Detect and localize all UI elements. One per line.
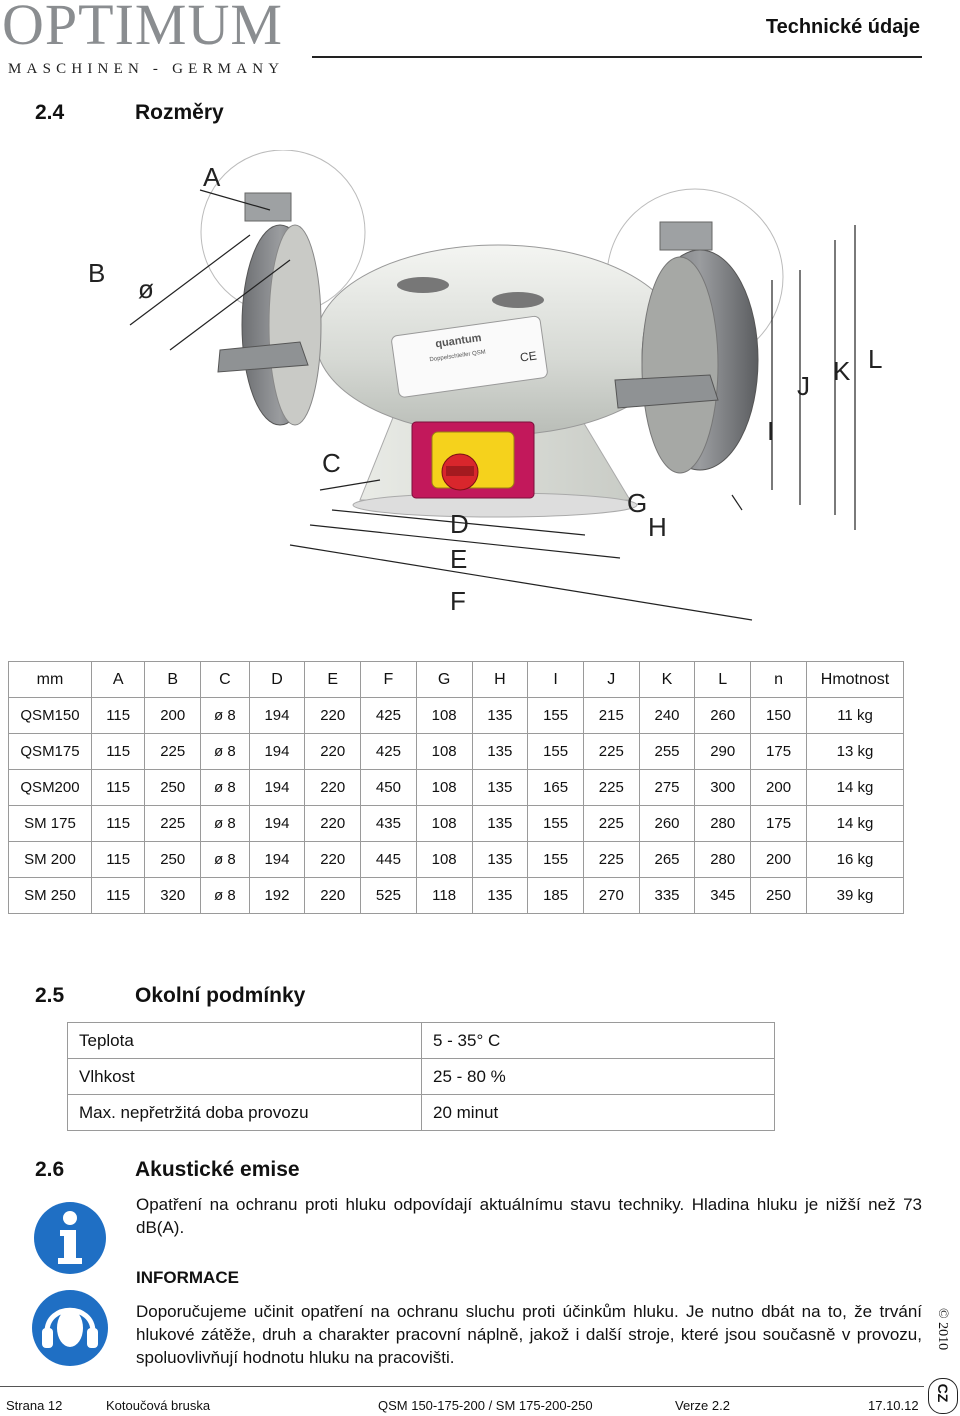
table-cell: 194 — [249, 698, 305, 734]
env-label: Max. nepřetržitá doba provozu — [68, 1095, 422, 1131]
column-header: J — [583, 662, 639, 698]
table-row — [9, 770, 904, 806]
table-cell: 39 kg — [807, 878, 904, 914]
svg-text:G: G — [627, 488, 648, 518]
brand-logo: OPTIMUM — [2, 0, 283, 57]
table-cell: 300 — [695, 770, 751, 806]
table-cell: ø 8 — [201, 806, 250, 842]
table-cell: 155 — [528, 698, 584, 734]
table-cell: 115 — [92, 842, 145, 878]
table-cell: SM 250 — [9, 878, 92, 914]
table-cell: 435 — [361, 806, 417, 842]
svg-text:E: E — [450, 544, 468, 574]
table-cell: 265 — [639, 842, 695, 878]
table-cell: 270 — [583, 878, 639, 914]
table-cell: 240 — [639, 698, 695, 734]
env-value: 5 - 35° C — [422, 1023, 775, 1059]
table-cell: 108 — [416, 734, 472, 770]
table-cell: 220 — [305, 734, 361, 770]
table-cell: SM 175 — [9, 806, 92, 842]
table-cell: 320 — [145, 878, 201, 914]
table-cell: 255 — [639, 734, 695, 770]
svg-text:J: J — [797, 371, 810, 401]
column-header: C — [201, 662, 250, 698]
table-header-row — [9, 662, 904, 698]
table-cell: 115 — [92, 878, 145, 914]
svg-text:CE: CE — [519, 348, 538, 365]
table-cell: ø 8 — [201, 734, 250, 770]
svg-text:A: A — [203, 162, 221, 192]
table-cell: 108 — [416, 770, 472, 806]
section-heading-noise — [35, 1158, 435, 1186]
env-label: Vlhkost — [68, 1059, 422, 1095]
column-header: I — [528, 662, 584, 698]
table-cell: QSM150 — [9, 698, 92, 734]
table-cell: 290 — [695, 734, 751, 770]
table-cell: 13 kg — [807, 734, 904, 770]
svg-text:C: C — [322, 448, 341, 478]
table-cell: 108 — [416, 842, 472, 878]
table-cell: 280 — [695, 842, 751, 878]
label-brand: quantum — [434, 331, 483, 351]
table-row — [9, 878, 904, 914]
table-cell: 525 — [361, 878, 417, 914]
table-cell: 220 — [305, 770, 361, 806]
table-cell: 108 — [416, 698, 472, 734]
column-header: E — [305, 662, 361, 698]
table-cell: 225 — [583, 734, 639, 770]
table-cell: ø 8 — [201, 698, 250, 734]
table-row — [68, 1059, 775, 1095]
env-value: 20 minut — [422, 1095, 775, 1131]
table-cell: 250 — [145, 770, 201, 806]
table-cell: 220 — [305, 842, 361, 878]
table-cell: 445 — [361, 842, 417, 878]
table-cell: 135 — [472, 770, 528, 806]
table-cell: 225 — [583, 842, 639, 878]
table-cell: 175 — [751, 734, 807, 770]
footer-version: Verze 2.2 — [675, 1398, 730, 1413]
table-cell: 200 — [751, 842, 807, 878]
svg-text:B: B — [88, 258, 106, 288]
table-cell: 175 — [751, 806, 807, 842]
column-header: Hmotnost — [807, 662, 904, 698]
column-header: mm — [9, 662, 92, 698]
table-cell: 155 — [528, 806, 584, 842]
svg-text:D: D — [450, 509, 469, 539]
svg-text:K: K — [833, 356, 851, 386]
table-cell: 185 — [528, 878, 584, 914]
column-header: D — [249, 662, 305, 698]
info-label: INFORMACE — [136, 1268, 239, 1287]
table-cell: 11 kg — [807, 698, 904, 734]
table-cell: 135 — [472, 878, 528, 914]
table-cell: 108 — [416, 806, 472, 842]
table-cell: 225 — [145, 806, 201, 842]
hearing-protection-text: Doporučujeme učinit opatření na ochranu sluchu proti účinkům hluku. Je nutno dbát na to, že trvání hlukové zátěže, druh a charakter pracovní náplně, jakož i další stroje, které jsou současně v provozu, spoluovlivňují hodnotu hluku na pracovišti. — [136, 1302, 922, 1367]
table-cell: 194 — [249, 734, 305, 770]
column-header: n — [751, 662, 807, 698]
brand-logo-subtitle: MASCHINEN - GERMANY — [8, 61, 285, 77]
section-title: Rozměry — [135, 101, 224, 124]
table-cell: 450 — [361, 770, 417, 806]
section-title: Akustické emise — [135, 1158, 300, 1181]
column-header: F — [361, 662, 417, 698]
section-number: 2.6 — [35, 1158, 65, 1181]
table-cell: 215 — [583, 698, 639, 734]
table-cell: 425 — [361, 698, 417, 734]
svg-text:ø: ø — [138, 274, 154, 304]
table-cell: 115 — [92, 698, 145, 734]
table-cell: SM 200 — [9, 842, 92, 878]
table-cell: 192 — [249, 878, 305, 914]
table-cell: 16 kg — [807, 842, 904, 878]
header-divider — [312, 56, 922, 58]
table-cell: 225 — [583, 806, 639, 842]
page-header-title: Technické údaje — [765, 16, 920, 38]
table-cell: 14 kg — [807, 806, 904, 842]
table-cell: 280 — [695, 806, 751, 842]
table-cell: 118 — [416, 878, 472, 914]
table-row — [9, 698, 904, 734]
table-cell: 135 — [472, 842, 528, 878]
info-icon — [32, 1200, 108, 1276]
noise-statement: Opatření na ochranu proti hluku odpovídají aktuálnímu stavu techniky. Hladina hluku je nižší než 73 dB(A). — [136, 1195, 922, 1237]
table-cell: 115 — [92, 734, 145, 770]
table-cell: ø 8 — [201, 842, 250, 878]
table-row — [68, 1023, 775, 1059]
env-label: Teplota — [68, 1023, 422, 1059]
table-cell: 225 — [145, 734, 201, 770]
svg-text:F: F — [450, 586, 466, 616]
dimensions-table — [8, 661, 904, 914]
table-cell: 200 — [751, 770, 807, 806]
footer-page: Strana 12 — [6, 1398, 63, 1413]
hearing-protection-icon — [30, 1288, 110, 1368]
table-row — [9, 806, 904, 842]
table-cell: 345 — [695, 878, 751, 914]
table-cell: 155 — [528, 734, 584, 770]
column-header: L — [695, 662, 751, 698]
grinder-dimension-drawing — [40, 150, 900, 640]
table-cell: 155 — [528, 842, 584, 878]
table-cell: 165 — [528, 770, 584, 806]
svg-text:I: I — [767, 416, 775, 446]
label-model: Doppelschleifer QSM — [429, 349, 487, 364]
column-header: K — [639, 662, 695, 698]
table-cell: 250 — [145, 842, 201, 878]
table-cell: 135 — [472, 734, 528, 770]
section-number: 2.5 — [35, 984, 65, 1007]
table-cell: 220 — [305, 698, 361, 734]
table-row — [9, 734, 904, 770]
table-cell: 225 — [583, 770, 639, 806]
env-value: 25 - 80 % — [422, 1059, 775, 1095]
environment-table — [67, 1022, 775, 1131]
table-cell: 135 — [472, 698, 528, 734]
section-heading-environment — [35, 984, 435, 1012]
column-header: H — [472, 662, 528, 698]
table-cell: 150 — [751, 698, 807, 734]
table-row — [9, 842, 904, 878]
section-title: Okolní podmínky — [135, 984, 306, 1007]
section-number: 2.4 — [35, 101, 65, 124]
footer-divider — [0, 1386, 924, 1387]
footer-models: QSM 150-175-200 / SM 175-200-250 — [378, 1398, 593, 1413]
svg-text:H: H — [648, 512, 667, 542]
table-cell: 200 — [145, 698, 201, 734]
column-header: A — [92, 662, 145, 698]
language-badge: CZ — [928, 1378, 958, 1414]
table-cell: 335 — [639, 878, 695, 914]
table-cell: 115 — [92, 770, 145, 806]
table-cell: 115 — [92, 806, 145, 842]
table-cell: 194 — [249, 806, 305, 842]
svg-text:L: L — [868, 344, 883, 374]
table-cell: QSM200 — [9, 770, 92, 806]
table-cell: 220 — [305, 878, 361, 914]
table-cell: 260 — [695, 698, 751, 734]
column-header: B — [145, 662, 201, 698]
table-cell: ø 8 — [201, 770, 250, 806]
section-heading-dimensions — [35, 101, 435, 129]
footer-product: Kotoučová bruska — [106, 1398, 211, 1413]
table-cell: 194 — [249, 842, 305, 878]
table-cell: 194 — [249, 770, 305, 806]
table-cell: 135 — [472, 806, 528, 842]
table-cell: QSM175 — [9, 734, 92, 770]
table-cell: 220 — [305, 806, 361, 842]
table-cell: 14 kg — [807, 770, 904, 806]
table-cell: 275 — [639, 770, 695, 806]
table-row — [68, 1095, 775, 1131]
copyright-mark: © 2010 — [935, 1308, 950, 1351]
footer-date: 17.10.12 — [868, 1398, 919, 1413]
table-cell: 425 — [361, 734, 417, 770]
table-cell: 250 — [751, 878, 807, 914]
column-header: G — [416, 662, 472, 698]
table-cell: ø 8 — [201, 878, 250, 914]
table-cell: 260 — [639, 806, 695, 842]
